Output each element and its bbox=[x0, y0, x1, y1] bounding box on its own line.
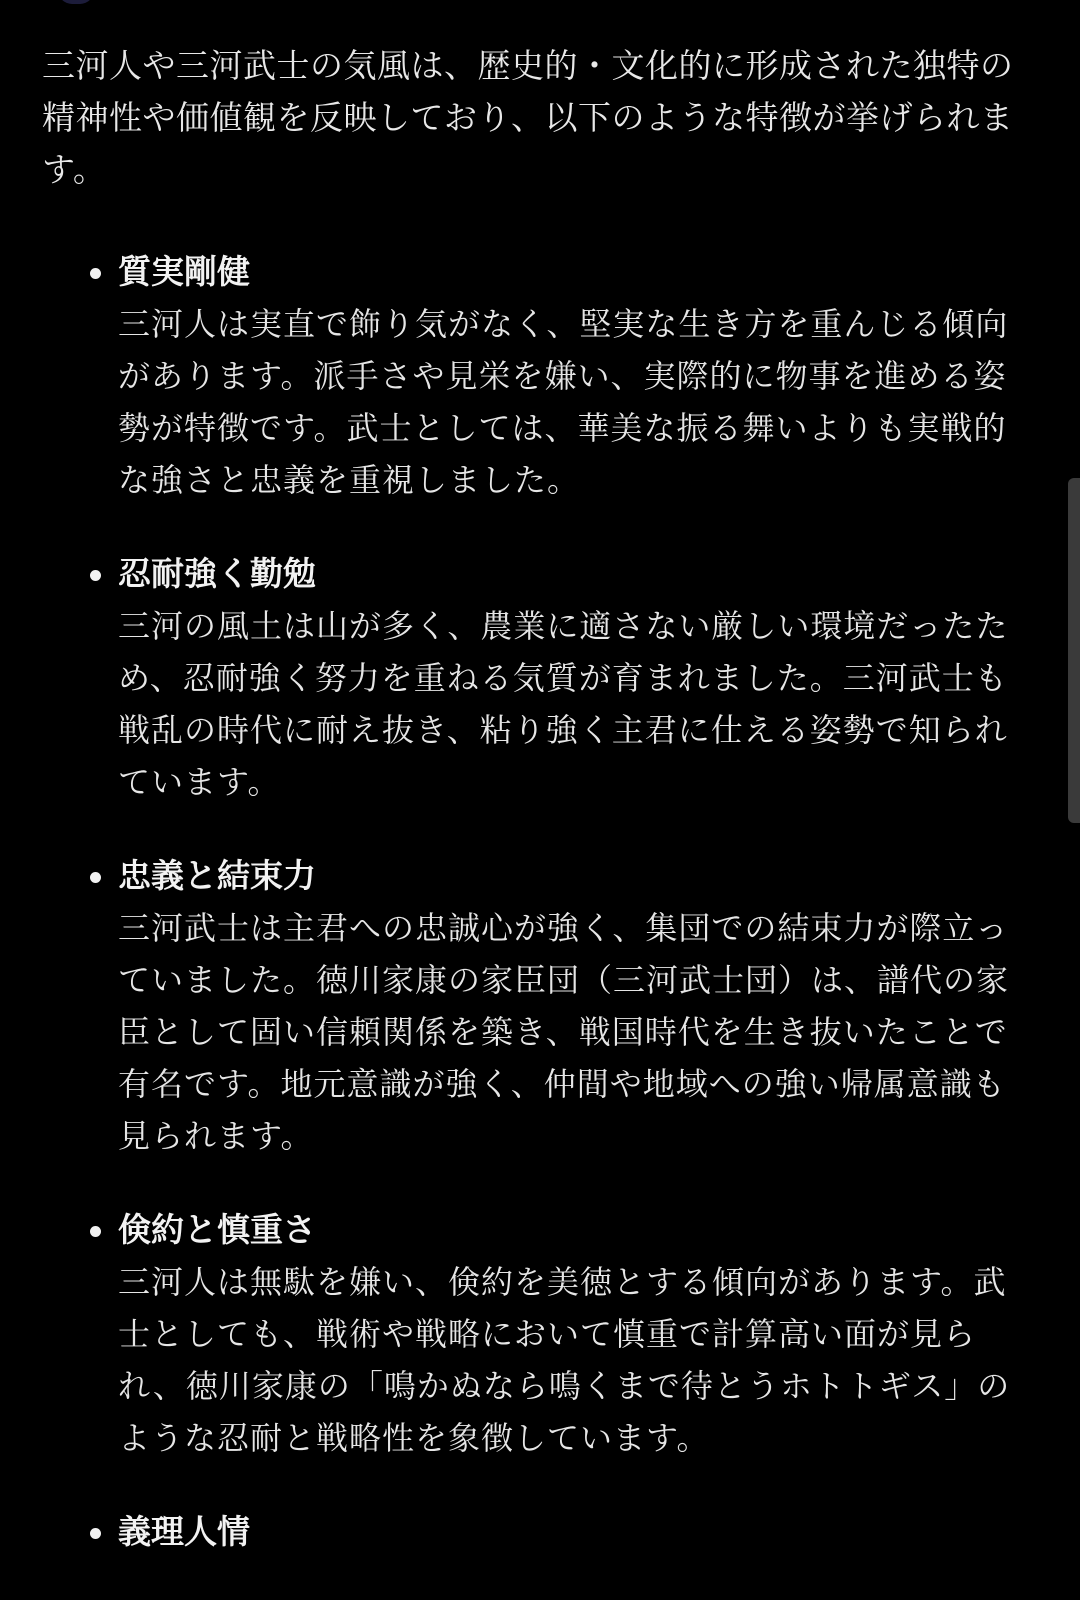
response-content bbox=[42, 40, 1042, 1600]
trait-title: 倹約と慎重さ bbox=[118, 1210, 316, 1249]
trait-list bbox=[42, 246, 1042, 1558]
list-item bbox=[42, 548, 1042, 808]
intro-paragraph: 三河人や三河武士の気風は、歴史的・文化的に形成された独特の精神性や価値観を反映しており、以下のような特徴が挙げられます。 bbox=[42, 46, 1014, 189]
trait-title: 忠義と結束力 bbox=[118, 856, 316, 895]
bullet-icon bbox=[90, 268, 101, 279]
trait-title: 義理人情 bbox=[118, 1512, 250, 1551]
trait-title: 質実剛健 bbox=[118, 252, 250, 291]
trait-title: 忍耐強く勤勉 bbox=[118, 554, 316, 593]
list-item bbox=[42, 850, 1042, 1162]
avatar-fragment bbox=[58, 0, 94, 4]
trait-description: 三河人は無駄を嫌い、倹約を美徳とする傾向があります。武士としても、戦術や戦略において慎重で計算高い面が見られ、徳川家康の「鳴かぬなら鳴くまで待とうホトトギス」のような忍耐と戦略性を象徴しています。 bbox=[118, 1263, 1011, 1457]
bullet-icon bbox=[90, 1528, 101, 1539]
trait-description: 三河人は実直で飾り気がなく、堅実な生き方を重んじる傾向があります。派手さや見栄を嫌い、実際的に物事を進める姿勢が特徴です。武士としては、華美な振る舞いよりも実戦的な強さと忠義を重視しました。 bbox=[118, 305, 1009, 499]
scrollbar-thumb[interactable] bbox=[1068, 478, 1080, 823]
list-item bbox=[42, 1204, 1042, 1464]
bullet-icon bbox=[90, 1226, 101, 1237]
list-item bbox=[42, 246, 1042, 506]
trait-description: 三河武士は主君への忠誠心が強く、集団での結束力が際立っていました。徳川家康の家臣団（三河武士団）は、譜代の家臣として固い信頼関係を築き、戦国時代を生き抜いたことで有名です。地元意識が強く、仲間や地域への強い帰属意識も見られます。 bbox=[118, 909, 1010, 1155]
list-item bbox=[42, 1506, 1042, 1558]
bullet-icon bbox=[90, 570, 101, 581]
trait-description: 三河の風土は山が多く、農業に適さない厳しい環境だったため、忍耐強く努力を重ねる気質が育まれました。三河武士も戦乱の時代に耐え抜き、粘り強く主君に仕える姿勢で知られています。 bbox=[118, 607, 1009, 801]
bullet-icon bbox=[90, 872, 101, 883]
